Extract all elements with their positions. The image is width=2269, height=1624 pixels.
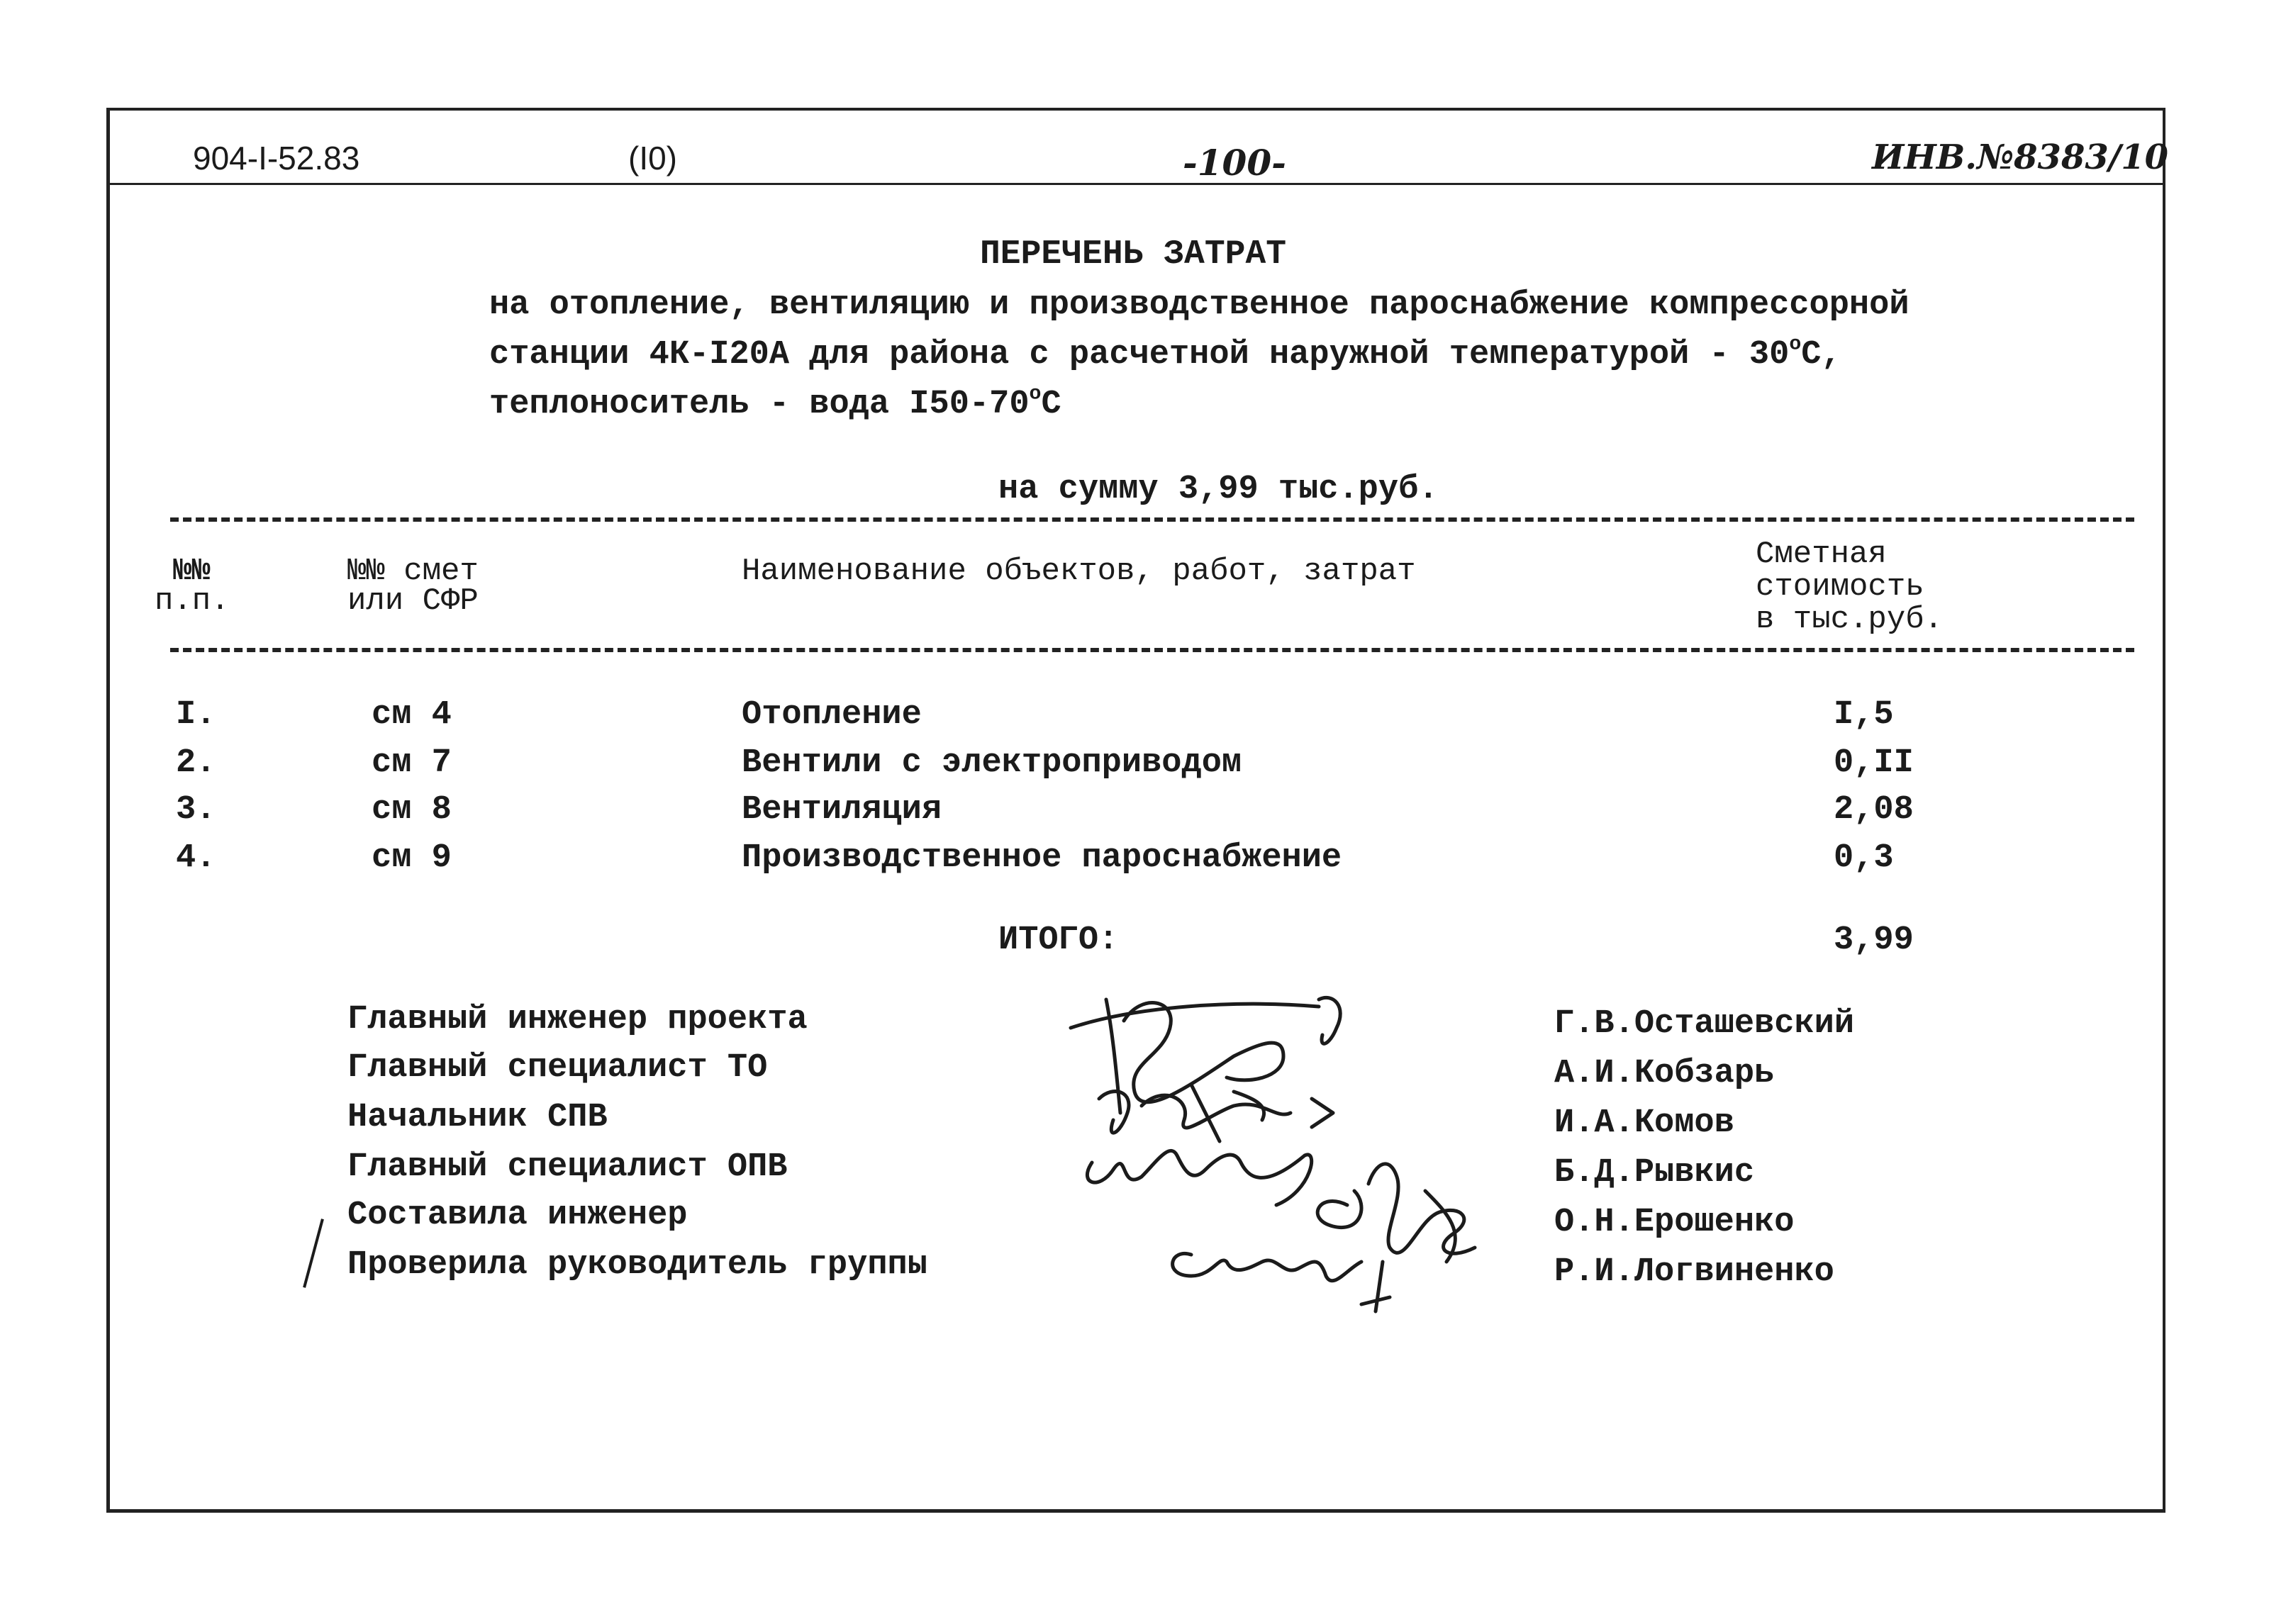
row-estimate: см 9 (372, 839, 452, 877)
dashed-rule-top (170, 517, 2134, 522)
doc-part: (I0) (628, 140, 677, 177)
row-number: 3. (176, 791, 216, 829)
row-name: Производственное пароснабжение (742, 839, 1342, 877)
total-sum-line: на сумму 3,99 тыс.руб. (998, 471, 1439, 508)
page-number: -100- (1183, 142, 1286, 184)
row-number: 4. (176, 839, 216, 877)
signer-position: Проверила руководитель группы (347, 1246, 927, 1284)
col-name-label: Наименование объектов, работ, затрат (742, 554, 1416, 589)
row-cost: I,5 (1834, 696, 1894, 734)
doc-code: 904-I-52.83 (193, 140, 360, 177)
row-estimate: см 8 (372, 791, 452, 829)
row-name: Вентиляция (742, 791, 942, 829)
handwritten-signatures (1049, 978, 1517, 1333)
list-title: ПЕРЕЧЕНЬ ЗАТРАТ (980, 235, 1287, 274)
row-name: Вентили с электроприводом (742, 744, 1242, 782)
title-line-2: станции 4К-I20А для района с расчетной наружной температурой - 30$^o$C, (489, 333, 1841, 374)
signer-name: Г.В.Осташевский (1554, 1005, 1855, 1043)
inventory-number: ИНВ.№8383/10 (1872, 138, 2169, 177)
row-cost: 0,II (1834, 744, 1914, 782)
title-line-1: на отопление, вентиляцию и производственное пароснабжение компрессорной (489, 286, 1910, 324)
col-estimate-label: №№ смет (347, 554, 479, 589)
signer-name: И.А.Комов (1554, 1104, 1734, 1142)
total-value: 3,99 (1834, 922, 1914, 959)
row-cost: 0,3 (1834, 839, 1894, 877)
dashed-rule-bottom (170, 648, 2134, 652)
row-cost: 2,08 (1834, 791, 1914, 829)
signer-name: Б.Д.Рывкис (1554, 1154, 1755, 1192)
header-rule (106, 183, 2165, 185)
signer-position: Главный инженер проекта (347, 1001, 808, 1038)
col-estimate-label-2: или СФР (347, 583, 479, 619)
signer-position: Главный специалист ОПВ (347, 1148, 788, 1186)
title-line-3: теплоноситель - вода I50-70$^o$C (489, 383, 1061, 423)
signer-position: Начальник СПВ (347, 1099, 608, 1136)
col-num-label-2: п.п. (155, 583, 230, 619)
col-cost-label: Сметная (1756, 537, 1887, 572)
row-number: I. (176, 696, 216, 734)
row-estimate: см 4 (372, 696, 452, 734)
signer-name: А.И.Кобзарь (1554, 1055, 1775, 1092)
total-label: ИТОГО: (998, 922, 1119, 959)
col-num-label: №№ (173, 554, 211, 589)
row-name: Отопление (742, 696, 922, 734)
signer-position: Главный специалист ТО (347, 1049, 768, 1087)
signer-position: Составила инженер (347, 1197, 688, 1234)
col-cost-label-2: стоимость (1756, 569, 1924, 605)
col-cost-label-3: в тыс.руб. (1756, 602, 1944, 637)
signer-name: О.Н.Ерошенко (1554, 1204, 1795, 1241)
row-number: 2. (176, 744, 216, 782)
signer-name: Р.И.Логвиненко (1554, 1253, 1834, 1291)
row-estimate: см 7 (372, 744, 452, 782)
